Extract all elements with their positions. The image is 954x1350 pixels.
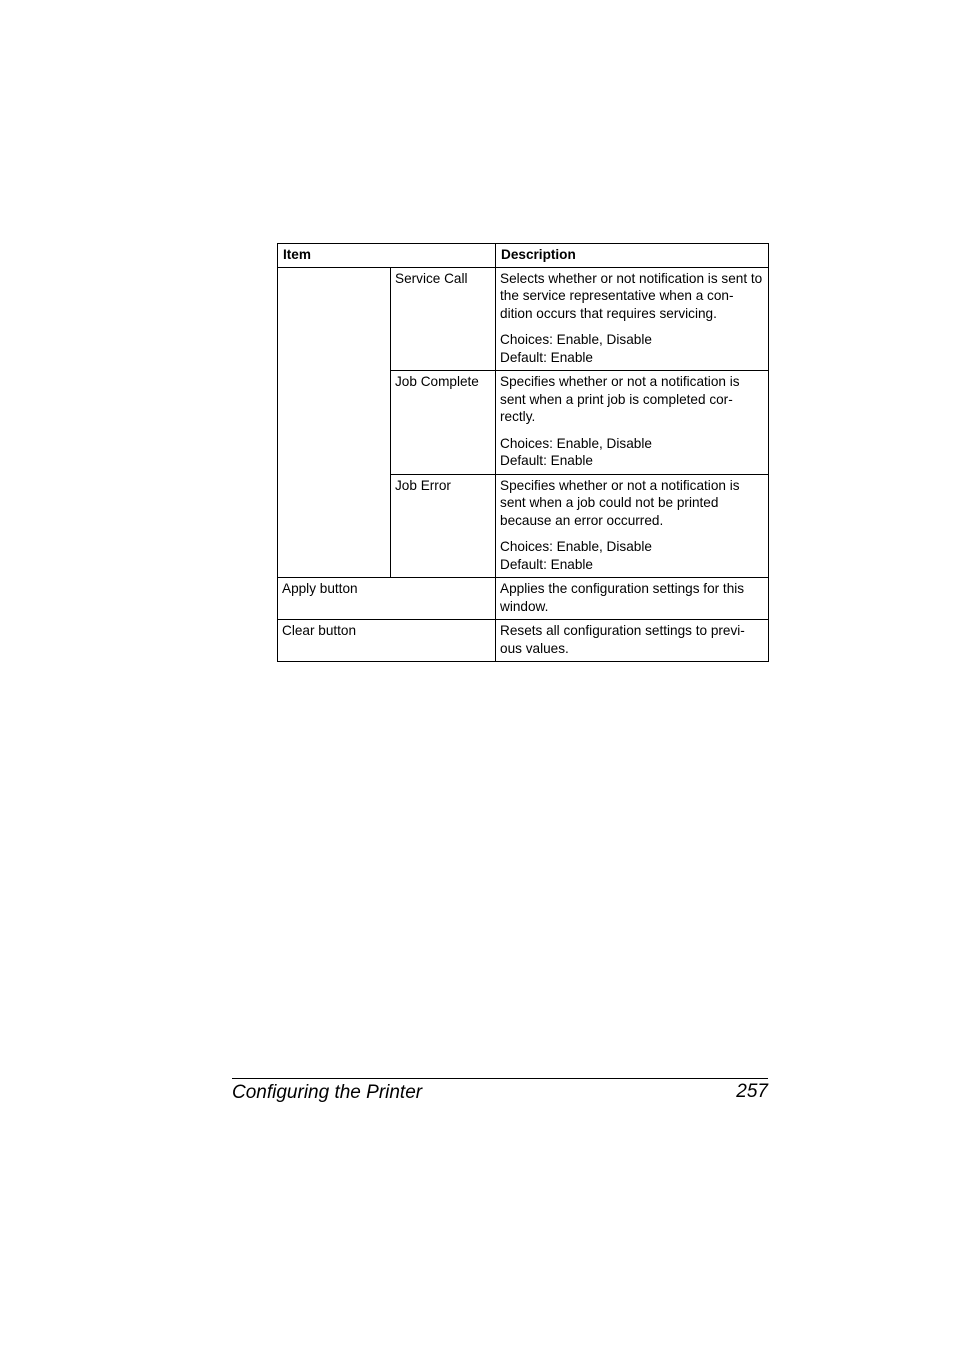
table-row (278, 578, 769, 620)
footer-divider (232, 1078, 768, 1079)
description-text: Resets all configuration settings to previ-ous values. (500, 623, 745, 656)
parent-item-cell (278, 267, 391, 578)
choices-text: Choices: Enable, Disable (500, 539, 652, 554)
sub-item-name: Job Error (391, 474, 496, 578)
default-text: Default: Enable (500, 556, 593, 572)
choices-text: Choices: Enable, Disable (500, 435, 652, 451)
header-item: Item (278, 244, 496, 268)
item-name: Apply button (278, 578, 496, 620)
sub-item-name: Job Complete (391, 371, 496, 475)
item-name: Clear button (278, 620, 496, 662)
description-text: Selects whether or not notification is sent to the service representative when a con-dition occurs that requires servicing. (500, 270, 763, 321)
sub-item-description (496, 474, 769, 578)
description-text: Applies the configuration settings for this window. (500, 581, 745, 614)
sub-item-name: Service Call (391, 267, 496, 371)
default-text: Default: Enable (500, 453, 593, 468)
description-text: Specifies whether or not a notification is sent when a print job is completed cor-rectly. (500, 374, 740, 424)
sub-item-description (496, 371, 769, 475)
default-text: Default: Enable (500, 349, 593, 365)
item-description (496, 620, 769, 662)
table-header-row (278, 244, 769, 268)
table-row (278, 620, 769, 662)
description-text: Specifies whether or not a notification is sent when a job could not be printed because an error occurred. (500, 477, 740, 528)
choices-text: Choices: Enable, Disable (500, 332, 652, 347)
page-number: 257 (736, 1081, 768, 1102)
item-description (496, 578, 769, 620)
table-row (278, 267, 769, 371)
footer-title: Configuring the Printer (232, 1082, 423, 1103)
header-description: Description (496, 244, 769, 268)
settings-table (277, 243, 769, 662)
sub-item-description (496, 267, 769, 371)
